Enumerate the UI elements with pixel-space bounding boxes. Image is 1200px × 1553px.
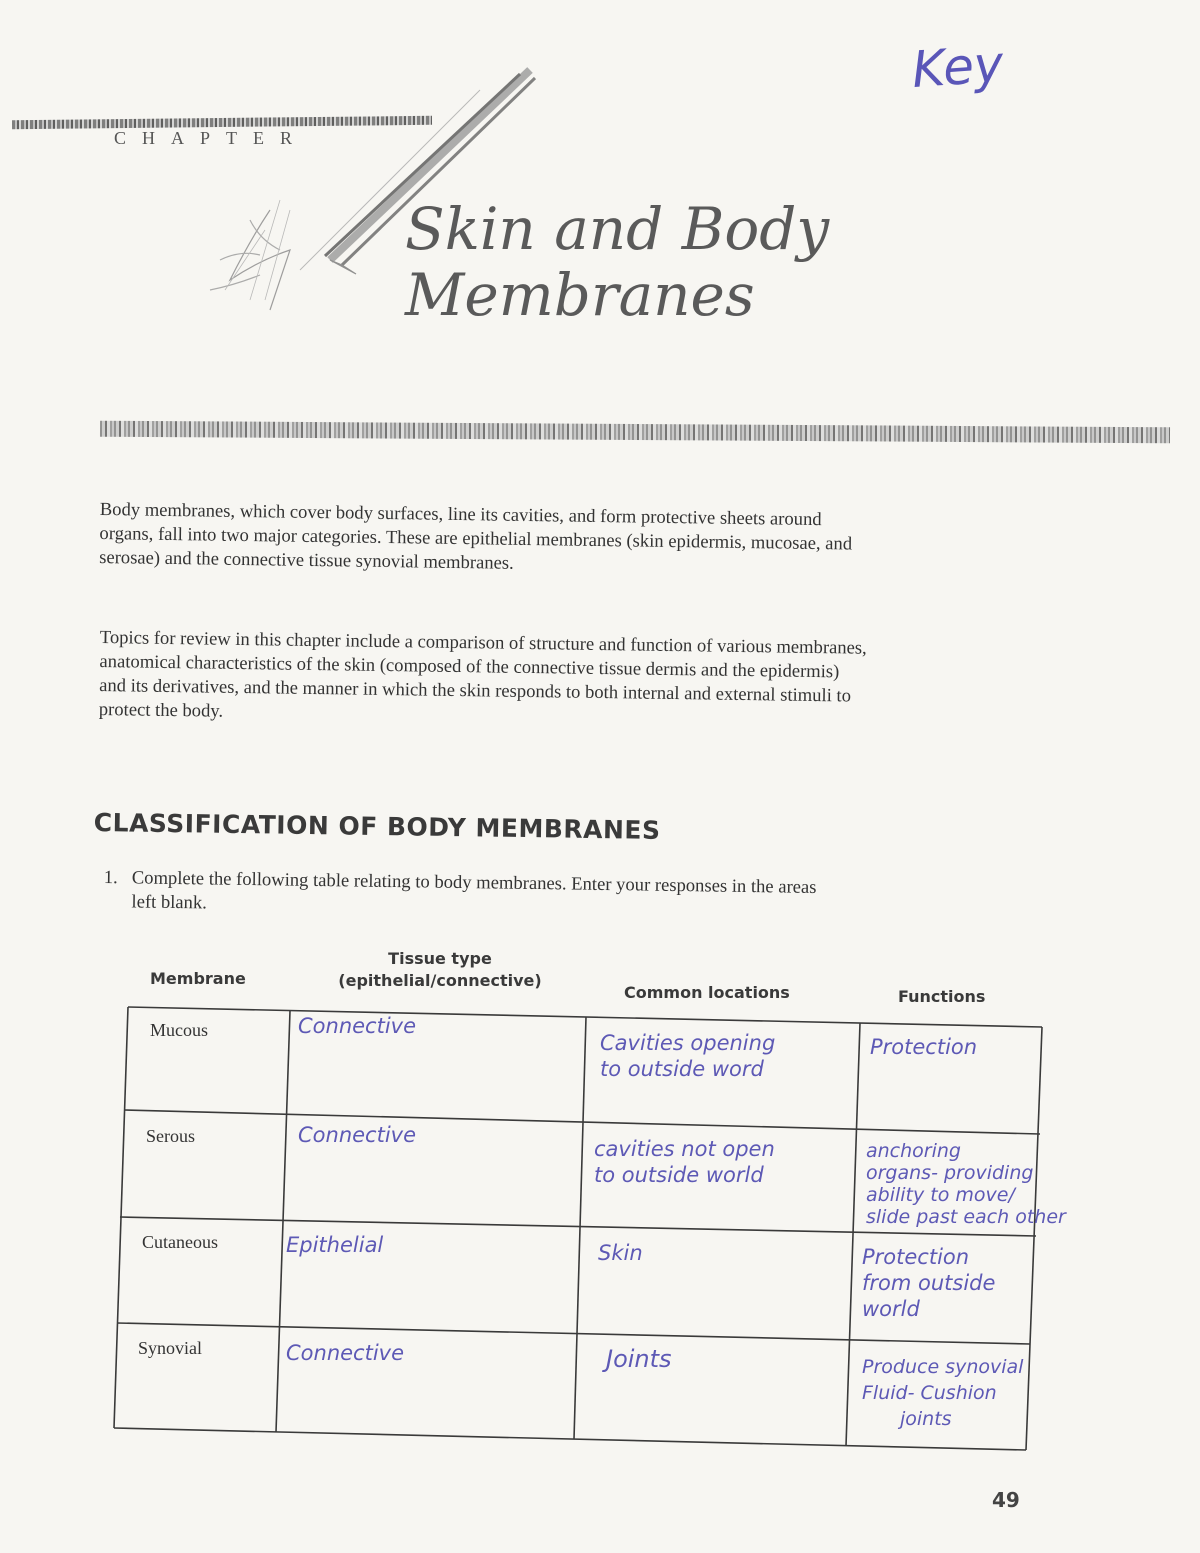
location-line: to outside world [594,1163,764,1187]
table-row-serous-function [866,1140,1066,1228]
function-line: Fluid- Cushion [862,1382,997,1404]
location-line: to outside word [600,1057,764,1081]
chapter-label: CHAPTER [114,128,309,148]
function-line: joints [900,1408,952,1430]
location-line: cavities not open [594,1137,775,1161]
table-row-mucous-function [870,1034,977,1060]
table-row-serous-tissue: Connective [298,1123,417,1147]
location-line: Skin [598,1241,643,1265]
section-heading: CLASSIFICATION OF BODY MEMBRANES [93,808,661,845]
function-line: Produce synovial [862,1356,1024,1378]
table-row-mucous-tissue: Connective [298,1014,417,1038]
table-row-synovial-membrane: Synovial [138,1338,203,1358]
table-header-membrane: Membrane [150,969,246,988]
topics-paragraph: Topics for review in this chapter include a comparison of structure and function of various membranes, anatomical characteristics of the skin (composed of the connective tissue dermis and the epidermis) and its derivatives, and the manner in which the skin responds to both internal and external stimuli to protect the body. [98,626,867,722]
table-row-serous-location [594,1136,775,1188]
function-line: ability to move/ [866,1184,1015,1206]
table-row-synovial-function [862,1354,1023,1432]
question-number: 1. [103,866,118,889]
table-header-common-locations: Common locations [624,983,790,1002]
table-header-functions: Functions [898,987,986,1006]
key-annotation: Key [910,34,1006,100]
function-line: organs- providing [866,1162,1034,1184]
location-line: Cavities opening [600,1031,776,1055]
table-row-cutaneous-location [598,1240,643,1266]
table-header-tissue-line-1: Tissue type [388,949,492,968]
table-row-synovial-tissue: Connective [286,1341,405,1365]
function-line: Protection [870,1035,978,1059]
table-row-synovial-location [606,1346,672,1372]
intro-paragraph: Body membranes, which cover body surfaces, line its cavities, and form protective sheets around organs, fall into two major categories. These are epithelial membranes (skin epidermis, mucosae, and serosae) and the connective tissue synovial membranes. [99,498,853,574]
page-number: 49 [992,1488,1020,1512]
question-text: Complete the following table relating to body membranes. Enter your responses in the areas left blank. [131,867,817,914]
chapter-title-line-2: Membranes [405,261,755,329]
function-line: from outside [862,1271,996,1295]
function-line: anchoring [866,1140,961,1162]
table-header-tissue-line-2: (epithelial/connective) [338,971,542,990]
location-line: Joints [606,1345,672,1373]
table-row-cutaneous-function [862,1244,995,1322]
function-line: slide past each other [866,1206,1066,1228]
chapter-title-line-1: Skin and Body [405,195,830,263]
table-row-mucous-location [600,1030,775,1082]
table-row-cutaneous-tissue: Epithelial [286,1233,384,1257]
table-row-mucous-membrane: Mucous [150,1020,208,1040]
function-line: world [862,1297,920,1321]
function-line: Protection [862,1245,970,1269]
table-row-cutaneous-membrane: Cutaneous [142,1232,218,1252]
table-row-serous-membrane: Serous [146,1126,195,1146]
